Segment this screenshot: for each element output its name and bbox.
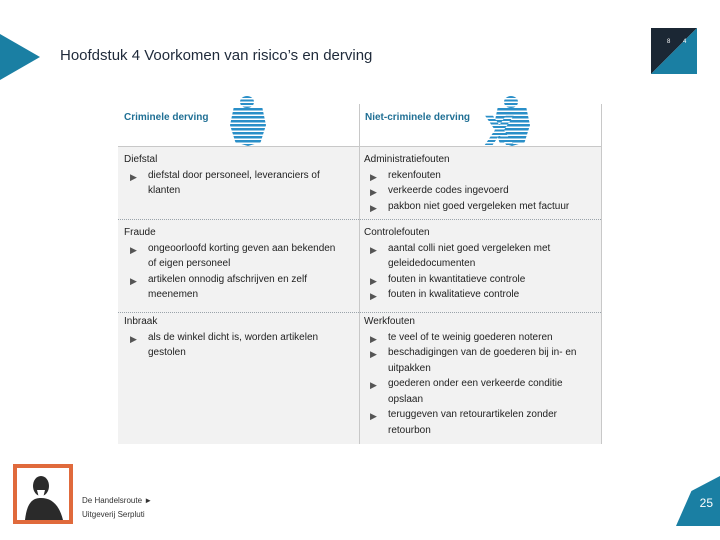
list-item: geleidedocumenten (388, 258, 476, 269)
bullet-arrow-icon: ▶ (130, 244, 137, 255)
header-criminele: Criminele derving (124, 112, 209, 123)
cell-diefstal (124, 152, 356, 199)
list-item: ▶ aantal colli niet goed vergeleken met (364, 241, 598, 257)
bullet-arrow-icon: ▶ (370, 349, 377, 359)
publisher-name-line1: De Handelsroute ► (82, 496, 153, 505)
category-title: Inbraak (124, 316, 158, 327)
header-divider (118, 146, 601, 147)
header-niet-criminele: Niet-criminele derving (365, 112, 471, 123)
cell-werkfouten (364, 314, 598, 438)
category-title: Administratiefouten (364, 154, 450, 165)
row-divider-1 (118, 219, 601, 220)
bullet-arrow-icon: ▶ (370, 202, 377, 213)
header-cell-right (360, 104, 601, 146)
publisher-name-line2: Uitgeverij Serpluti (82, 510, 145, 519)
category-title: Fraude (124, 227, 156, 238)
list-item: ▶ fouten in kwalitatieve controle (364, 287, 598, 303)
cell-administratiefouten (364, 152, 598, 214)
bullet-arrow-icon: ▶ (370, 171, 377, 182)
bullet-arrow-icon: ▶ (370, 291, 377, 301)
chapter-badge (651, 28, 697, 74)
list-item: ▶ goederen onder een verkeerde conditie (364, 376, 598, 392)
page-number: 25 (699, 496, 713, 510)
cell-controlefouten (364, 225, 598, 303)
publisher-logo (13, 464, 73, 524)
slide-title: Hoofdstuk 4 Voorkomen van risico’s en derving (60, 47, 373, 64)
cell-fraude (124, 225, 356, 303)
list-item: ▶ diefstal door personeel, leveranciers of (124, 168, 356, 184)
bullet-arrow-icon: ▶ (370, 244, 377, 255)
list-item: uitpakken (388, 362, 431, 374)
list-item: ▶ beschadigingen van de goederen bij in- en (364, 345, 598, 361)
list-item: ▶ teruggeven van retourartikelen zonder (364, 407, 598, 423)
list-item: of eigen personeel (148, 258, 231, 269)
list-item: ▶ fouten in kwantitatieve controle (364, 272, 598, 288)
row-divider-2 (118, 312, 601, 313)
criminal-figure-icon (230, 96, 266, 148)
list-item: ▶ te veel of te weinig goederen noteren (364, 330, 598, 346)
list-item: opslaan (388, 393, 424, 405)
category-title: Werkfouten (364, 316, 415, 327)
bullet-arrow-icon: ▶ (130, 275, 137, 286)
error-x-icon: X (484, 109, 515, 155)
bullet-arrow-icon: ▶ (130, 171, 137, 182)
cell-inbraak (124, 314, 356, 361)
list-item: ▶ pakbon niet goed vergeleken met factuur (364, 199, 598, 215)
list-item: ▶ als de winkel dicht is, worden artikelen (124, 330, 356, 346)
derving-table (118, 104, 602, 444)
list-item: meenemen (148, 289, 199, 300)
category-title: Controlefouten (364, 227, 430, 238)
list-item: ▶ rekenfouten (364, 168, 598, 184)
bullet-arrow-icon: ▶ (370, 187, 377, 197)
list-item: ▶ artikelen onnodig afschrijven en zelf (124, 272, 356, 288)
chapter-badge-top: 8 (667, 39, 671, 45)
bullet-arrow-icon: ▶ (370, 333, 377, 344)
bullet-arrow-icon: ▶ (370, 275, 377, 286)
category-title: Diefstal (124, 154, 158, 165)
page-number-badge (676, 476, 720, 526)
list-item: ▶ verkeerde codes ingevoerd (364, 183, 598, 199)
list-item: ▶ ongeoorloofd korting geven aan bekenden (124, 241, 356, 257)
chapter-badge-bottom: 4 (683, 39, 687, 45)
corner-triangle-decoration (0, 34, 40, 80)
list-item: klanten (148, 185, 181, 196)
bullet-arrow-icon: ▶ (370, 380, 377, 390)
list-item: gestolen (148, 347, 186, 358)
portrait-logo-icon (17, 468, 69, 520)
bullet-arrow-icon: ▶ (370, 411, 377, 421)
bullet-arrow-icon: ▶ (130, 333, 137, 344)
column-divider (359, 104, 360, 444)
list-item: retourbon (388, 424, 431, 436)
